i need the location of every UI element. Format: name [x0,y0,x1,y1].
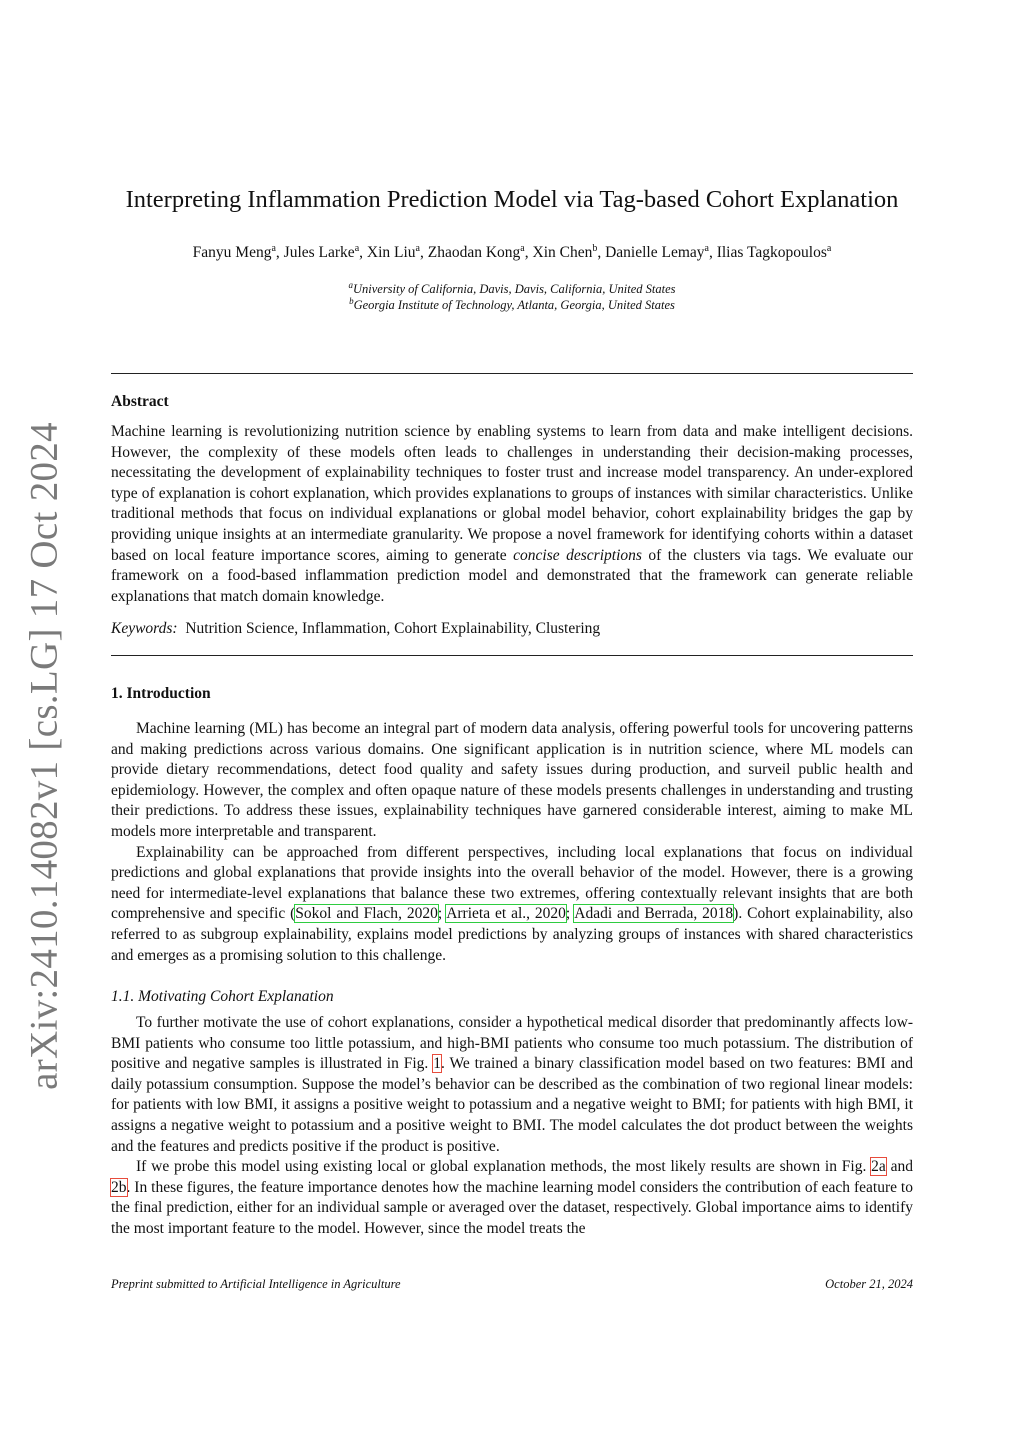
abstract-body [111,422,913,607]
citation-adadi-berrada[interactable]: Adadi and Berrada, 2018 [574,905,734,923]
abstract-bottom-rule [111,655,913,656]
motivating-paragraph-2: If we probe this model using existing local or global explanation methods, the most likely results are shown in Fig. 2a and 2b. In these figures, the feature importance denotes how the machine learning model considers the contribution of each feature to the final prediction, either for an individual sample or averaged over the dataset, respectively. Global importance aims to identify the most important feature to the model. However, since the model treats the [111,1158,913,1237]
citation-sokol-flach[interactable]: Sokol and Flach, 2020 [295,905,438,923]
motivating-paragraph-1: To further motivate the use of cohort explanations, consider a hypothetical medical disorder that predominantly affects low-BMI patients who consume too little potassium, and high-BMI patients who consume too much potassium. The distribution of positive and negative samples is illustrated in Fig. 1. We trained a binary classification model based on two features: BMI and daily potassium consumption. Suppose the model’s behavior can be described as the combination of two regional linear models: for patients with low BMI, it assigns a positive weight to potassium and a negative weight to BMI; for patients with high BMI, it assigns a negative weight to potassium and a positive weight to BMI. The model calculates the dot product between the weights and the features and predicts positive if the product is positive. [111,1014,913,1155]
motivating-body [111,1013,913,1240]
intro-paragraph-2: Explainability can be approached from different perspectives, including local explanations that focus on individual predictions and global explanations that provide insights into the overall behavior of the model. However, there is a growing need for intermediate-level explanations that balance these two extremes, offering contextually relevant insights that are both comprehensive and specific (Sokol and Flach, 2020; Arrieta et al., 2020; Adadi and Berrada, 2018). Cohort explainability, also referred to as subgroup explainability, explains model predictions by analyzing groups of instances with shared characteristics and emerges as a promising solution to this challenge. [111,843,914,964]
author[interactable]: Jules Larke$^a$ [283,242,360,261]
figure-2a-link[interactable]: 2a [871,1158,886,1176]
abstract-heading: Abstract [111,393,169,410]
author[interactable]: Xin Liu$^a$ [366,242,420,261]
figure-1-link[interactable]: 1 [433,1055,441,1073]
abstract-top-rule [111,373,913,374]
arxiv-identifier-stamp[interactable]: arXiv:2410.14082v1 [cs.LG] 17 Oct 2024 [22,422,66,1090]
paper-title: Interpreting Inflammation Prediction Model via Tag-based Cohort Explanation [125,186,899,213]
author[interactable]: Ilias Tagkopoulos$^a$ [716,242,832,261]
keywords-text: Nutrition Science, Inflammation, Cohort Explainability, Clustering [185,620,601,637]
introduction-body [111,719,913,966]
section-introduction-heading: 1. Introduction [111,685,211,702]
footer-date: October 21, 2024 [825,1277,913,1291]
author[interactable]: Danielle Lemay$^a$ [605,242,709,261]
author[interactable]: Fanyu Meng$^a$ [192,242,276,261]
keywords-line [111,619,913,640]
intro-paragraph-1: Machine learning (ML) has become an integral part of modern data analysis, offering powerful tools for uncovering patterns and making predictions across various domains. One significant application is in nutrition science, where ML models can provide dietary recommendations, detect food quality and safety issues during production, and surveil public health and epidemiology. However, the complex and often opaque nature of these models presents challenges in understanding and trusting their predictions. To address these issues, explainability techniques have garnered considerable interest, aiming to make ML models more interpretable and transparent. [111,720,913,840]
subsection-motivating-heading: 1.1. Motivating Cohort Explanation [111,988,334,1005]
affiliations [0,281,1024,313]
author-list: Fanyu Meng$^a$, Jules Larke$^a$, Xin Liu$^a$, Zhaodan Kong$^a$, Xin Chen$^b$, Danielle Lemay$^a$, Ilias Tagkopoulos$^a$ [192,242,832,261]
abstract-text: Machine learning is revolutionizing nutrition science by enabling systems to learn from data and make intelligent decisions. However, the complexity of these models often leads to challenges in understanding their decision-making processes, necessitating the development of explainability techniques to foster trust and increase model transparency. An under-explored type of explanation is cohort explanation, which provides explanations to groups of instances with similar characteristics. Unlike traditional methods that focus on individual explanations or global model behavior, cohort explainability bridges the gap by providing unique insights at an intermediate granularity. We propose a novel framework for identifying cohorts within a dataset based on local feature importance scores, aiming to generate concise descriptions of the clusters via tags. We evaluate our framework on a food-based inflammation prediction model and demonstrated that the framework can generate reliable explanations that match domain knowledge. [111,423,913,605]
author[interactable]: Xin Chen$^b$ [532,242,598,261]
author[interactable]: Zhaodan Kong$^a$ [427,242,525,261]
footer-venue: Preprint submitted to Artificial Intelligence in Agriculture [111,1277,401,1291]
affiliation-a: $^a$University of California, Davis, Davis, California, United States [348,279,676,296]
keywords-label: Keywords: [111,620,178,637]
citation-arrieta[interactable]: Arrieta et al., 2020 [446,905,566,923]
affiliation-b: $^b$Georgia Institute of Technology, Atlanta, Georgia, United States [349,295,675,312]
figure-2b-link[interactable]: 2b [111,1178,127,1196]
